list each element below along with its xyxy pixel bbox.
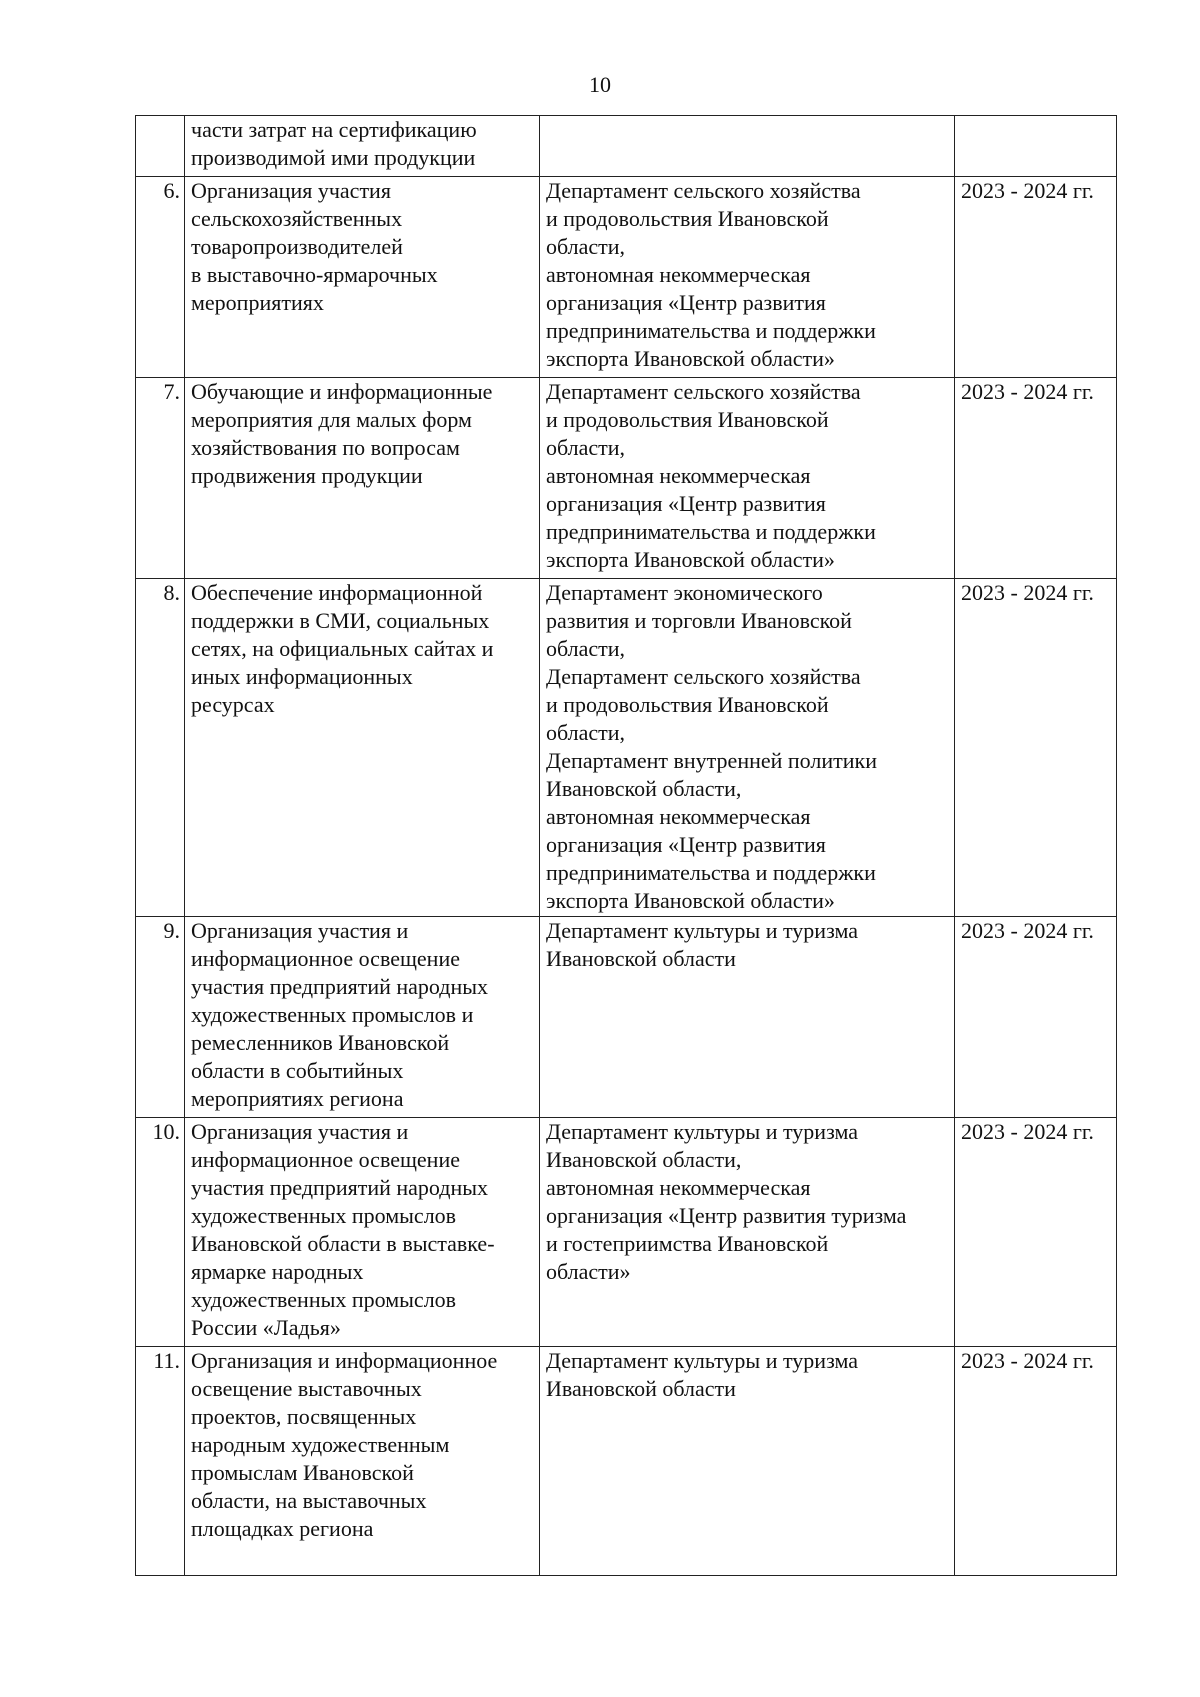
event-text-line: мероприятиях bbox=[191, 290, 324, 315]
executor-text-line: экспорта Ивановской области» bbox=[546, 547, 835, 572]
executors-cell bbox=[540, 177, 955, 378]
executor-text-line: Департамент сельского хозяйства bbox=[546, 664, 861, 689]
row-number: 8. bbox=[136, 579, 185, 917]
term-cell: 2023 - 2024 гг. bbox=[955, 1118, 1117, 1347]
executors-cell bbox=[540, 1118, 955, 1347]
executor-text-line: экспорта Ивановской области» bbox=[546, 346, 835, 371]
executor-text-line: автономная некоммерческая bbox=[546, 463, 811, 488]
executor-text-line: области, bbox=[546, 435, 626, 460]
term-cell: 2023 - 2024 гг. bbox=[955, 917, 1117, 1118]
event-text-line: области в событийных bbox=[191, 1058, 404, 1083]
event-text-line: продвижения продукции bbox=[191, 463, 423, 488]
event-text-line: Обучающие и информационные bbox=[191, 379, 493, 404]
executor-text-line: Департамент внутренней политики bbox=[546, 748, 877, 773]
event-text-line: проектов, посвященных bbox=[191, 1404, 417, 1429]
event-text-line: ресурсах bbox=[191, 692, 275, 717]
row-number: 9. bbox=[136, 917, 185, 1118]
executor-text-line: Департамент сельского хозяйства bbox=[546, 379, 861, 404]
executors-cell bbox=[540, 1347, 955, 1576]
executor-text-line: и продовольствия Ивановской bbox=[546, 692, 829, 717]
row-number: 6. bbox=[136, 177, 185, 378]
table-row bbox=[136, 1347, 1117, 1576]
table-row bbox=[136, 378, 1117, 579]
table-row bbox=[136, 579, 1117, 917]
event-cell bbox=[185, 917, 540, 1118]
event-text-line: Ивановской области в выставке- bbox=[191, 1231, 495, 1256]
event-text-line: участия предприятий народных bbox=[191, 1175, 489, 1200]
event-text-line: художественных промыслов и bbox=[191, 1002, 474, 1027]
event-text-line: народным художественным bbox=[191, 1432, 450, 1457]
executor-text-line: Ивановской области bbox=[546, 946, 736, 971]
event-text-line: хозяйствования по вопросам bbox=[191, 435, 460, 460]
executor-text-line: предпринимательства и поддержки bbox=[546, 860, 876, 885]
table-row bbox=[136, 177, 1117, 378]
event-text-line: Организация участия bbox=[191, 178, 391, 203]
executor-text-line: организация «Центр развития туризма bbox=[546, 1203, 907, 1228]
page-number: 10 bbox=[589, 72, 611, 97]
table-row bbox=[136, 1118, 1117, 1347]
executor-text-line: и гостеприимства Ивановской bbox=[546, 1231, 829, 1256]
event-cell bbox=[185, 177, 540, 378]
term-cell bbox=[955, 116, 1117, 177]
event-text-line: области, на выставочных bbox=[191, 1488, 427, 1513]
executors-cell bbox=[540, 378, 955, 579]
event-text-line: ярмарке народных bbox=[191, 1259, 364, 1284]
event-text-line: производимой ими продукции bbox=[191, 145, 476, 170]
event-text-line: товаропроизводителей bbox=[191, 234, 403, 259]
event-text-line: площадках региона bbox=[191, 1516, 374, 1541]
event-text-line: Обеспечение информационной bbox=[191, 580, 483, 605]
event-text-line: в выставочно-ярмарочных bbox=[191, 262, 438, 287]
event-text-line: России «Ладья» bbox=[191, 1315, 341, 1340]
event-text-line: Организация участия и bbox=[191, 1119, 409, 1144]
executor-text-line: области» bbox=[546, 1259, 631, 1284]
event-text-line: информационное освещение bbox=[191, 1147, 460, 1172]
term-cell: 2023 - 2024 гг. bbox=[955, 1347, 1117, 1576]
event-text-line: художественных промыслов bbox=[191, 1287, 457, 1312]
executor-text-line: организация «Центр развития bbox=[546, 290, 826, 315]
event-text-line: мероприятиях региона bbox=[191, 1086, 404, 1111]
executors-cell bbox=[540, 917, 955, 1118]
table-body bbox=[136, 116, 1117, 1576]
executor-text-line: Департамент культуры и туризма bbox=[546, 918, 858, 943]
event-text-line: промыслам Ивановской bbox=[191, 1460, 414, 1485]
event-text-line: Организация и информационное bbox=[191, 1348, 498, 1373]
row-number: 7. bbox=[136, 378, 185, 579]
executor-text-line: и продовольствия Ивановской bbox=[546, 407, 829, 432]
executors-cell bbox=[540, 116, 955, 177]
executors-cell bbox=[540, 579, 955, 917]
event-cell bbox=[185, 116, 540, 177]
executor-text-line: предпринимательства и поддержки bbox=[546, 519, 876, 544]
executor-text-line: Департамент культуры и туризма bbox=[546, 1348, 858, 1373]
term-cell: 2023 - 2024 гг. bbox=[955, 378, 1117, 579]
event-text-line: иных информационных bbox=[191, 664, 413, 689]
event-cell bbox=[185, 1347, 540, 1576]
executor-text-line: автономная некоммерческая bbox=[546, 262, 811, 287]
event-text-line: части затрат на сертификацию bbox=[191, 117, 477, 142]
event-text-line: участия предприятий народных bbox=[191, 974, 489, 999]
event-text-line: Организация участия и bbox=[191, 918, 409, 943]
executor-text-line: области, bbox=[546, 720, 626, 745]
executor-text-line: организация «Центр развития bbox=[546, 832, 826, 857]
term-cell: 2023 - 2024 гг. bbox=[955, 579, 1117, 917]
executor-text-line: Ивановской области, bbox=[546, 776, 742, 801]
executor-text-line: Ивановской области, bbox=[546, 1147, 742, 1172]
executor-text-line: области, bbox=[546, 636, 626, 661]
event-text-line: сетях, на официальных сайтах и bbox=[191, 636, 494, 661]
executor-text-line: Департамент сельского хозяйства bbox=[546, 178, 861, 203]
executor-text-line: развития и торговли Ивановской bbox=[546, 608, 852, 633]
table-row bbox=[136, 917, 1117, 1118]
event-text-line: информационное освещение bbox=[191, 946, 460, 971]
row-number bbox=[136, 116, 185, 177]
event-text-line: художественных промыслов bbox=[191, 1203, 457, 1228]
executor-text-line: и продовольствия Ивановской bbox=[546, 206, 829, 231]
event-text-line: ремесленников Ивановской bbox=[191, 1030, 450, 1055]
event-text-line: поддержки в СМИ, социальных bbox=[191, 608, 490, 633]
event-text-line: мероприятия для малых форм bbox=[191, 407, 472, 432]
executor-text-line: области, bbox=[546, 234, 626, 259]
executor-text-line: Департамент культуры и туризма bbox=[546, 1119, 858, 1144]
term-cell: 2023 - 2024 гг. bbox=[955, 177, 1117, 378]
event-text-line: освещение выставочных bbox=[191, 1376, 422, 1401]
row-number: 11. bbox=[136, 1347, 185, 1576]
event-cell bbox=[185, 1118, 540, 1347]
row-number: 10. bbox=[136, 1118, 185, 1347]
executor-text-line: экспорта Ивановской области» bbox=[546, 888, 835, 913]
event-cell bbox=[185, 579, 540, 917]
events-table bbox=[135, 115, 1117, 1576]
executor-text-line: Ивановской области bbox=[546, 1376, 736, 1401]
executor-text-line: организация «Центр развития bbox=[546, 491, 826, 516]
executor-text-line: автономная некоммерческая bbox=[546, 804, 811, 829]
executor-text-line: предпринимательства и поддержки bbox=[546, 318, 876, 343]
executor-text-line: автономная некоммерческая bbox=[546, 1175, 811, 1200]
executor-text-line: Департамент экономического bbox=[546, 580, 823, 605]
table-row bbox=[136, 116, 1117, 177]
event-text-line: сельскохозяйственных bbox=[191, 206, 403, 231]
event-cell bbox=[185, 378, 540, 579]
